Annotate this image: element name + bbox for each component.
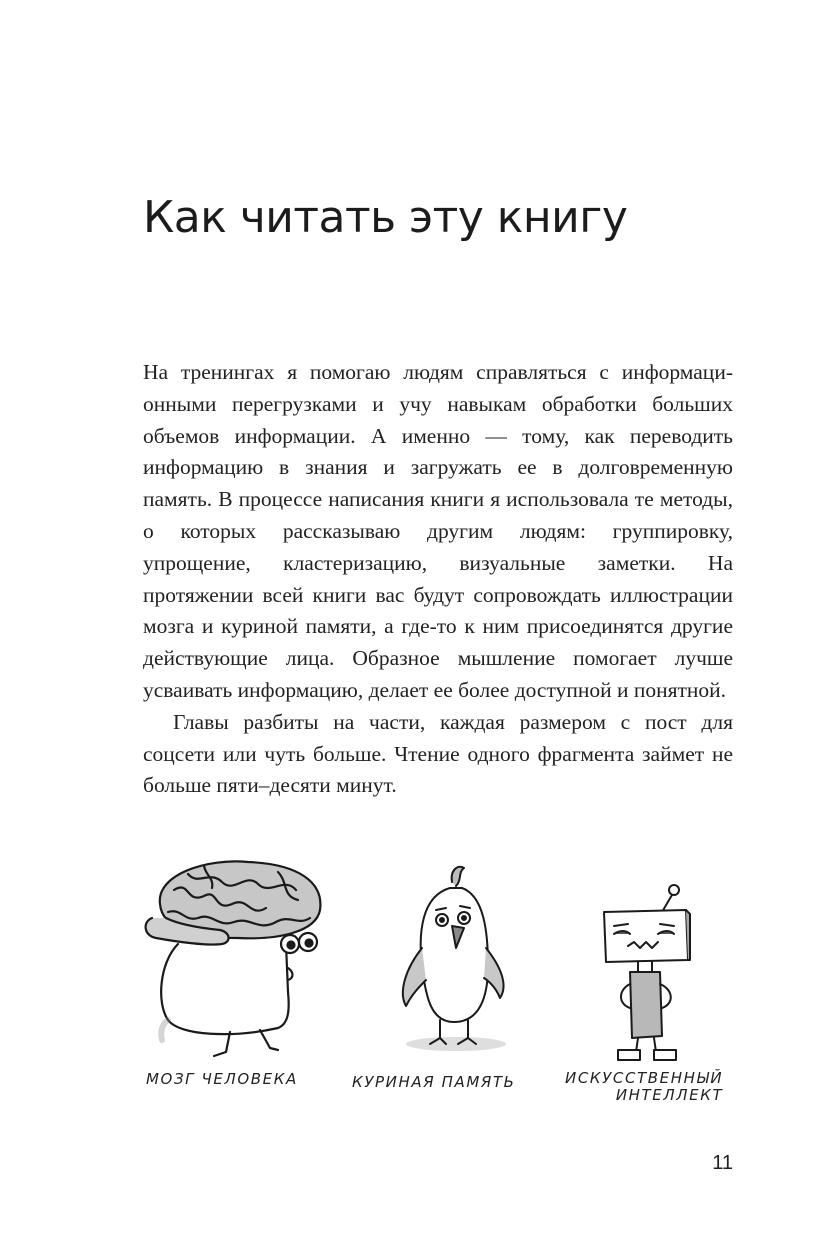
- chicken-caption: КУРИНАЯ ПАМЯТЬ: [352, 1073, 516, 1091]
- body-text: [143, 357, 733, 802]
- paragraph-1: На тренингах я помогаю людям справляться с информационными перегрузками и учу навыкам обработки больших объемов информации. А именно — тому, как переводить информацию в знания и загружать ее в долговременную память. В процессе написания книги я использовала те методы, о которых рассказываю другим людям: группировку, упрощение, кластеризацию, визуальные заметки. На протяжении всей книги вас будут сопровождать иллюстрации мозга и куриной памяти, а где-то к ним присоединятся другие действующие лица. Образное мышление помогает лучше усваивать информацию, делает ее более доступной и понятной.: [143, 360, 733, 702]
- chicken-illustration: [392, 862, 522, 1058]
- page-title: Как читать эту книгу: [143, 192, 628, 243]
- robot-caption-line-1: ИСКУССТВЕННЫЙ: [565, 1069, 724, 1087]
- page-number: 11: [712, 1152, 733, 1174]
- brain-illustration: [138, 852, 338, 1060]
- paragraph-2: Главы разбиты на части, каждая размером с пост для соцсети или чуть больше. Чтение одного фрагмента займет не больше пяти–десяти минут.: [143, 709, 733, 798]
- robot-caption-line-2: ИНТЕЛЛЕКТ: [615, 1086, 724, 1104]
- robot-illustration: [590, 880, 700, 1062]
- robot-caption: [565, 1070, 723, 1104]
- brain-caption: МОЗГ ЧЕЛОВЕКА: [146, 1070, 298, 1088]
